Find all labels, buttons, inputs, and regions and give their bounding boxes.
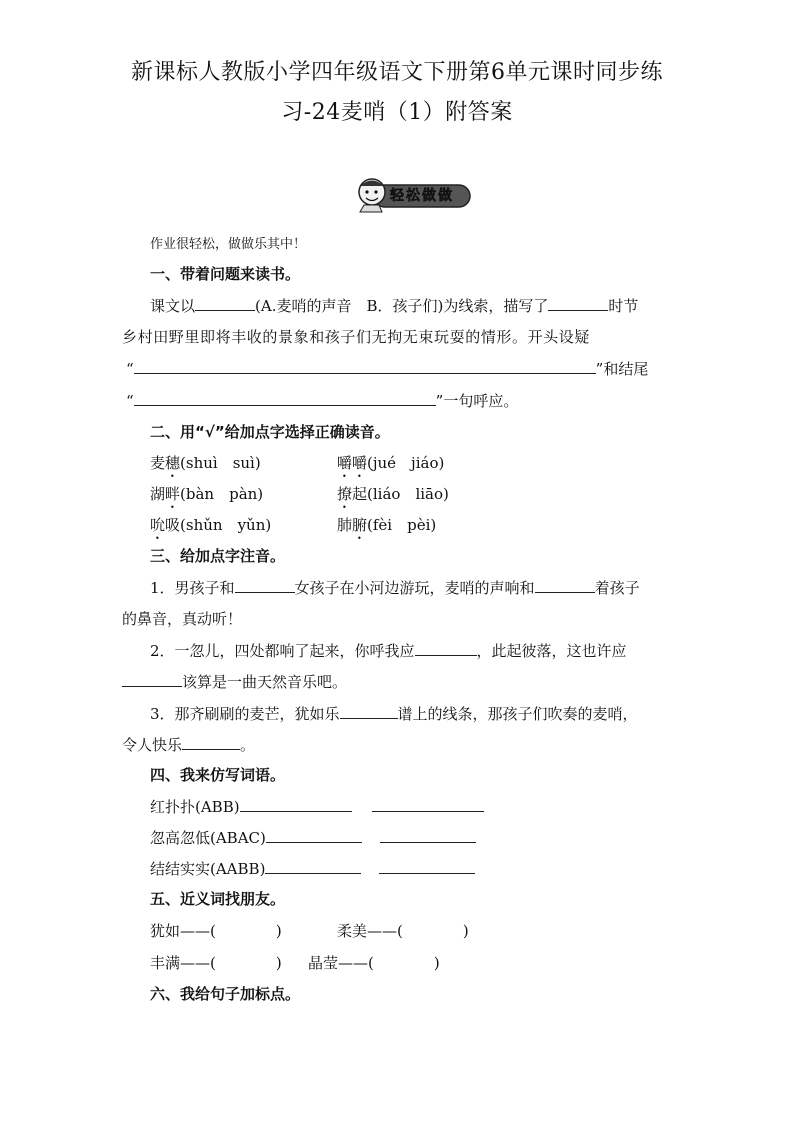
section-3-heading: 三、给加点字注音。 <box>150 547 286 565</box>
section-4-heading: 四、我来仿写词语。 <box>150 766 286 784</box>
text: 2．一忽儿，四处都响了起来，你呼我应 <box>150 642 415 660</box>
section-3-q2-line-1 <box>150 640 627 662</box>
answer-blank[interactable] <box>122 671 182 687</box>
section-1-line-3 <box>126 358 648 380</box>
answer-blank[interactable] <box>548 295 608 311</box>
pinyin-item-5 <box>150 514 271 543</box>
imitation-row-1 <box>150 796 484 818</box>
answer-blank[interactable] <box>195 295 255 311</box>
pinyin-item-2 <box>337 452 444 481</box>
intro-text: 作业很轻松，做做乐其中！ <box>150 237 307 252</box>
synonym-item-2[interactable]: 柔美——( ) <box>337 922 469 940</box>
text: 课文以 <box>150 297 196 315</box>
sample-word: 忽高忽低(ABAC) <box>150 829 266 847</box>
section-6-heading: 六、我给句子加标点。 <box>150 985 301 1003</box>
answer-blank[interactable] <box>235 577 295 593</box>
word: 肺 <box>337 516 353 534</box>
word: 麦 <box>150 454 166 472</box>
text: ，此起彼落，这也许应 <box>476 642 627 660</box>
pinyin-options[interactable]: (liáo liāo) <box>367 485 449 503</box>
pinyin-item-4 <box>337 483 449 512</box>
text: (A.麦哨的声音 B．孩子们)为线索，描写了 <box>255 297 549 315</box>
pinyin-options[interactable]: (fèi pèi) <box>367 516 437 534</box>
pinyin-item-3 <box>150 483 263 512</box>
synonym-item-4[interactable]: 晶莹——( ) <box>308 954 440 972</box>
imitation-row-2 <box>150 827 476 849</box>
section-2-heading: 二、用“√”给加点字选择正确读音。 <box>150 423 390 441</box>
pinyin-item-1 <box>150 452 261 481</box>
answer-blank[interactable] <box>379 858 475 874</box>
pinyin-options[interactable]: (jué jiáo) <box>367 454 445 472</box>
easy-practice-badge <box>352 176 474 214</box>
section-1-heading: 一、带着问题来读书。 <box>150 265 301 283</box>
section-3-q2-line-2 <box>122 671 347 693</box>
answer-blank[interactable] <box>380 827 476 843</box>
page-title-line-2: 习-24麦哨（1）附答案 <box>281 100 513 125</box>
page-title-line-1: 新课标人教版小学四年级语文下册第6单元课时同步练 <box>131 60 663 85</box>
section-3-q3-line-2 <box>122 734 255 756</box>
word: 湖 <box>150 485 166 503</box>
text: 时节 <box>608 297 639 315</box>
dotted-char: 撩 <box>337 485 353 503</box>
section-1-line-4 <box>126 390 518 412</box>
answer-blank[interactable] <box>265 858 361 874</box>
pinyin-options[interactable]: (shǔn yǔn) <box>180 516 272 534</box>
text: 。 <box>240 736 256 754</box>
text: 着孩子 <box>594 579 640 597</box>
text: 令人快乐 <box>122 736 183 754</box>
sample-word: 结结实实(AABB) <box>150 860 266 878</box>
dotted-char: 嚼嚼 <box>337 454 368 472</box>
sample-word: 红扑扑(ABB) <box>150 798 240 816</box>
pinyin-options[interactable]: (bàn pàn) <box>180 485 264 503</box>
section-1-line-1 <box>150 295 638 317</box>
answer-blank[interactable] <box>240 796 352 812</box>
synonym-item-1[interactable]: 犹如——( ) <box>150 922 282 940</box>
pinyin-options[interactable]: (shuì suì) <box>180 454 261 472</box>
answer-blank[interactable] <box>182 734 240 750</box>
answer-blank[interactable] <box>134 358 596 374</box>
text: 3．那齐刷刷的麦芒，犹如乐 <box>150 705 340 723</box>
text: 女孩子在小河边游玩，麦哨的声响和 <box>294 579 535 597</box>
section-3-q1-line-1 <box>150 577 640 599</box>
section-1-line-2: 乡村田野里即将丰收的景象和孩子们无拘无束玩耍的情形。开头设疑 <box>122 328 591 346</box>
section-3-q1-line-2: 的鼻音，真动听！ <box>122 610 243 628</box>
synonym-item-3[interactable]: 丰满——( ) <box>150 954 282 972</box>
word: 吸 <box>165 516 181 534</box>
answer-blank[interactable] <box>535 577 595 593</box>
text: 该算是一曲天然音乐吧。 <box>182 673 348 691</box>
answer-blank[interactable] <box>134 390 436 406</box>
text: 1．男孩子和 <box>150 579 235 597</box>
answer-blank[interactable] <box>340 703 398 719</box>
section-5-heading: 五、近义词找朋友。 <box>150 890 286 908</box>
answer-blank[interactable] <box>266 827 362 843</box>
dotted-char: 畔 <box>165 485 181 503</box>
answer-blank[interactable] <box>372 796 484 812</box>
answer-blank[interactable] <box>415 640 477 656</box>
text: ”一句呼应。 <box>435 392 519 410</box>
text: ”和结尾 <box>595 360 649 378</box>
pinyin-item-6 <box>337 514 436 543</box>
dotted-char: 腑 <box>352 516 368 534</box>
text: “ <box>126 392 134 410</box>
badge-label: 轻松做做 <box>390 188 454 204</box>
text: 谱上的线条，那孩子们吹奏的麦哨， <box>397 705 638 723</box>
dotted-char: 穗 <box>165 454 181 472</box>
section-3-q3-line-1 <box>150 703 638 725</box>
word: 起 <box>352 485 368 503</box>
text: “ <box>126 360 134 378</box>
imitation-row-3 <box>150 858 475 880</box>
dotted-char: 吮 <box>150 516 166 534</box>
